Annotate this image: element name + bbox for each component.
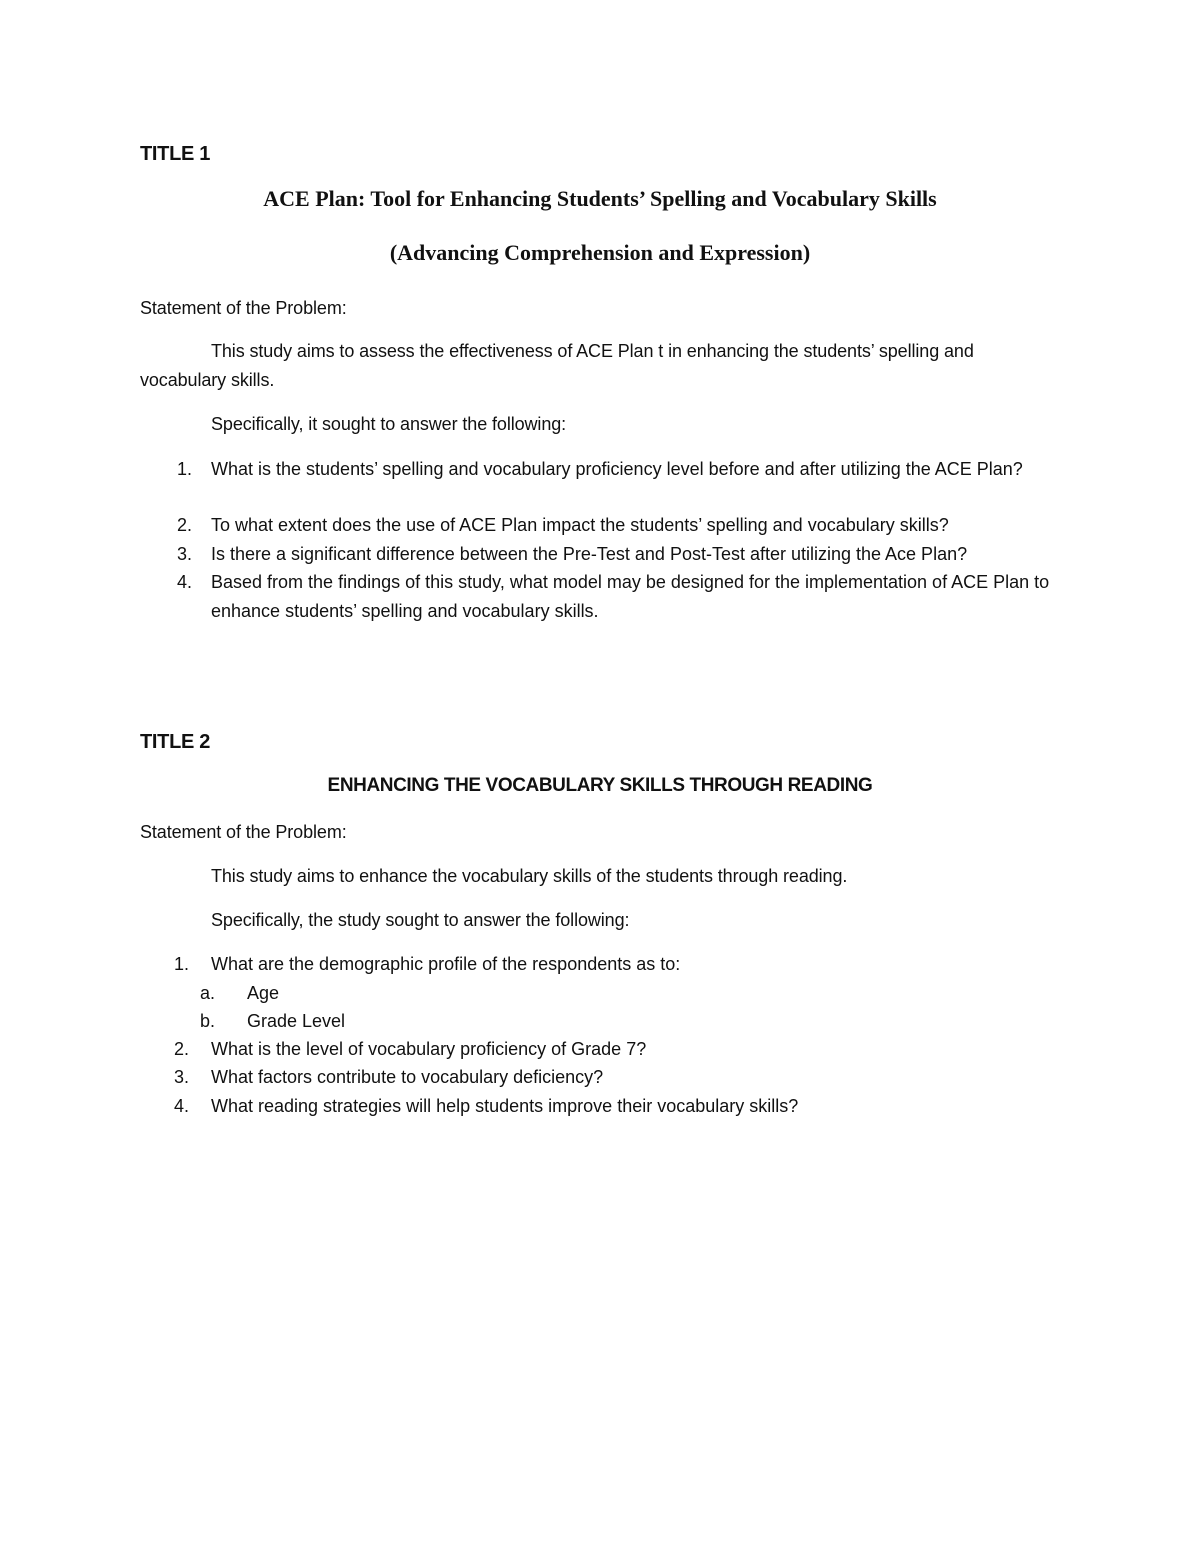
title1-intro-line1: This study aims to assess the effectiveness of ACE Plan t in enhancing the students’ spelling and: [211, 341, 974, 361]
list-item-number: 4.: [173, 1096, 189, 1116]
list-item: What is the level of vocabulary proficiency of Grade 7?: [211, 1039, 647, 1059]
list-item: What are the demographic profile of the respondents as to:: [211, 954, 681, 974]
sub-list-item: Age: [247, 983, 280, 1003]
title1-label: TITLE 1: [140, 143, 211, 165]
title1-specifically: Specifically, it sought to answer the following:: [211, 414, 567, 434]
list-item: Is there a significant difference between the Pre-Test and Post-Test after utilizing the Ace Plan?: [211, 544, 968, 564]
title1-heading: ACE Plan: Tool for Enhancing Students’ Spelling and Vocabulary Skills: [263, 186, 937, 211]
list-item-number: 1.: [173, 954, 189, 974]
list-item-number: 2.: [176, 515, 192, 535]
title2-heading: ENHANCING THE VOCABULARY SKILLS THROUGH READING: [327, 775, 873, 796]
list-item: What is the students’ spelling and vocabulary proficiency level before and after utilizing the ACE Plan?: [211, 459, 1023, 479]
title1-statement-label: Statement of the Problem:: [140, 298, 347, 318]
title2-specifically: Specifically, the study sought to answer the following:: [211, 910, 630, 930]
list-item-number: 4.: [176, 572, 192, 592]
title2-statement-label: Statement of the Problem:: [140, 822, 347, 842]
sub-list-letter: b.: [200, 1011, 216, 1031]
list-item: Based from the findings of this study, what model may be designed for the implementation of ACE Plan to enhance students’ spelling and vocabulary skills.: [211, 572, 1050, 621]
list-item-number: 1.: [176, 459, 192, 479]
sub-list-letter: a.: [200, 983, 216, 1003]
list-item-number: 2.: [173, 1039, 189, 1059]
sub-list-item: Grade Level: [247, 1011, 346, 1031]
title2-intro: This study aims to enhance the vocabulary skills of the students through reading.: [211, 866, 848, 886]
list-item-number: 3.: [173, 1067, 189, 1087]
title1-intro-line2: vocabulary skills.: [140, 370, 275, 390]
title1-subheading: (Advancing Comprehension and Expression): [389, 240, 811, 265]
list-item-number: 3.: [176, 544, 192, 564]
list-item: To what extent does the use of ACE Plan impact the students’ spelling and vocabulary skills?: [211, 515, 949, 535]
list-item: What reading strategies will help students improve their vocabulary skills?: [211, 1096, 799, 1116]
title2-label: TITLE 2: [140, 731, 211, 753]
list-item: What factors contribute to vocabulary deficiency?: [211, 1067, 604, 1087]
